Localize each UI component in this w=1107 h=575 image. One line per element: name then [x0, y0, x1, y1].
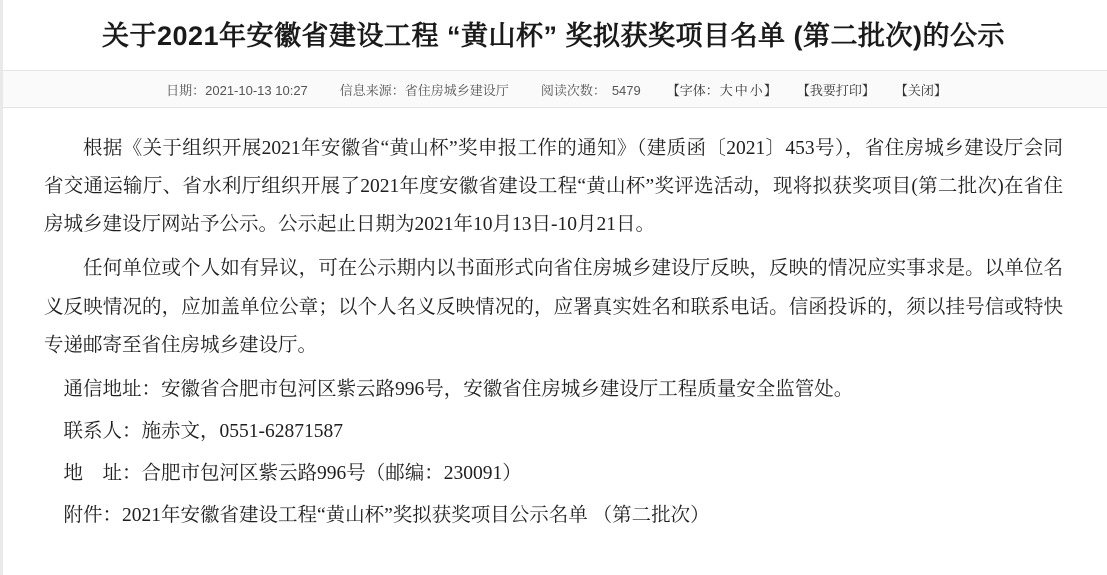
print-button[interactable]: 【我要打印】 [796, 82, 875, 98]
close-button[interactable]: 【关闭】 [894, 82, 947, 98]
view-count-label: 阅读次数： [540, 82, 606, 98]
view-count-value: 5479 [611, 82, 641, 98]
publish-date: 日期：2021-10-13 10:27 [166, 82, 308, 98]
paragraph-2: 任何单位或个人如有异议，可在公示期内以书面形式向省住房城乡建设厅反映，反映的情况应实事求是。以单位名义反映情况的，应加盖单位公章；以个人名义反映情况的，应署真实姓名和联系电话。信函投诉的，须以挂号信或特快专递邮寄至省住房城乡建设厅。 [44, 258, 1063, 356]
view-count [525, 80, 657, 99]
font-size-small-button[interactable]: 小 [749, 82, 763, 98]
contact-address-office: 通信地址：安徽省合肥市包河区紫云路996号，安徽省住房城乡建设厅工程质量安全监管处。 [63, 378, 854, 400]
contact-person: 联系人：施赤文，0551-62871587 [63, 420, 343, 442]
font-size-bracket-close: 】 [763, 82, 777, 98]
article-meta-bar [0, 70, 1107, 108]
font-size-medium-button[interactable]: 中 [734, 82, 748, 98]
page-title: 关于2021年安徽省建设工程 “黄山杯” 奖拟获奖项目名单 (第二批次)的公示 [101, 21, 1006, 51]
information-source: 信息来源：省住房城乡建设厅 [339, 82, 509, 98]
article-body [0, 108, 1107, 534]
font-size-label: 【字体： [666, 82, 719, 98]
contact-address: 地 址：合肥市包河区紫云路996号（邮编：230091） [63, 462, 522, 484]
font-size-control [657, 80, 787, 99]
font-size-large-button[interactable]: 大 [719, 82, 733, 98]
paragraph-1: 根据《关于组织开展2021年安徽省“黄山杯”奖申报工作的通知》（建质函〔2021〕453号），省住房城乡建设厅会同省交通运输厅、省水利厅组织开展了2021年度安徽省建设工程“黄山杯”奖评选活动，现将拟获奖项目(第二批次)在省住房城乡建设厅网站予公示。公示起止日期为2021年10月13日-10月21日。 [44, 138, 1063, 236]
left-margin-rule [0, 0, 3, 575]
attachment-line: 附件：2021年安徽省建设工程“黄山杯”奖拟获奖项目公示名单 （第二批次） [63, 504, 710, 526]
title-bar [0, 0, 1107, 70]
